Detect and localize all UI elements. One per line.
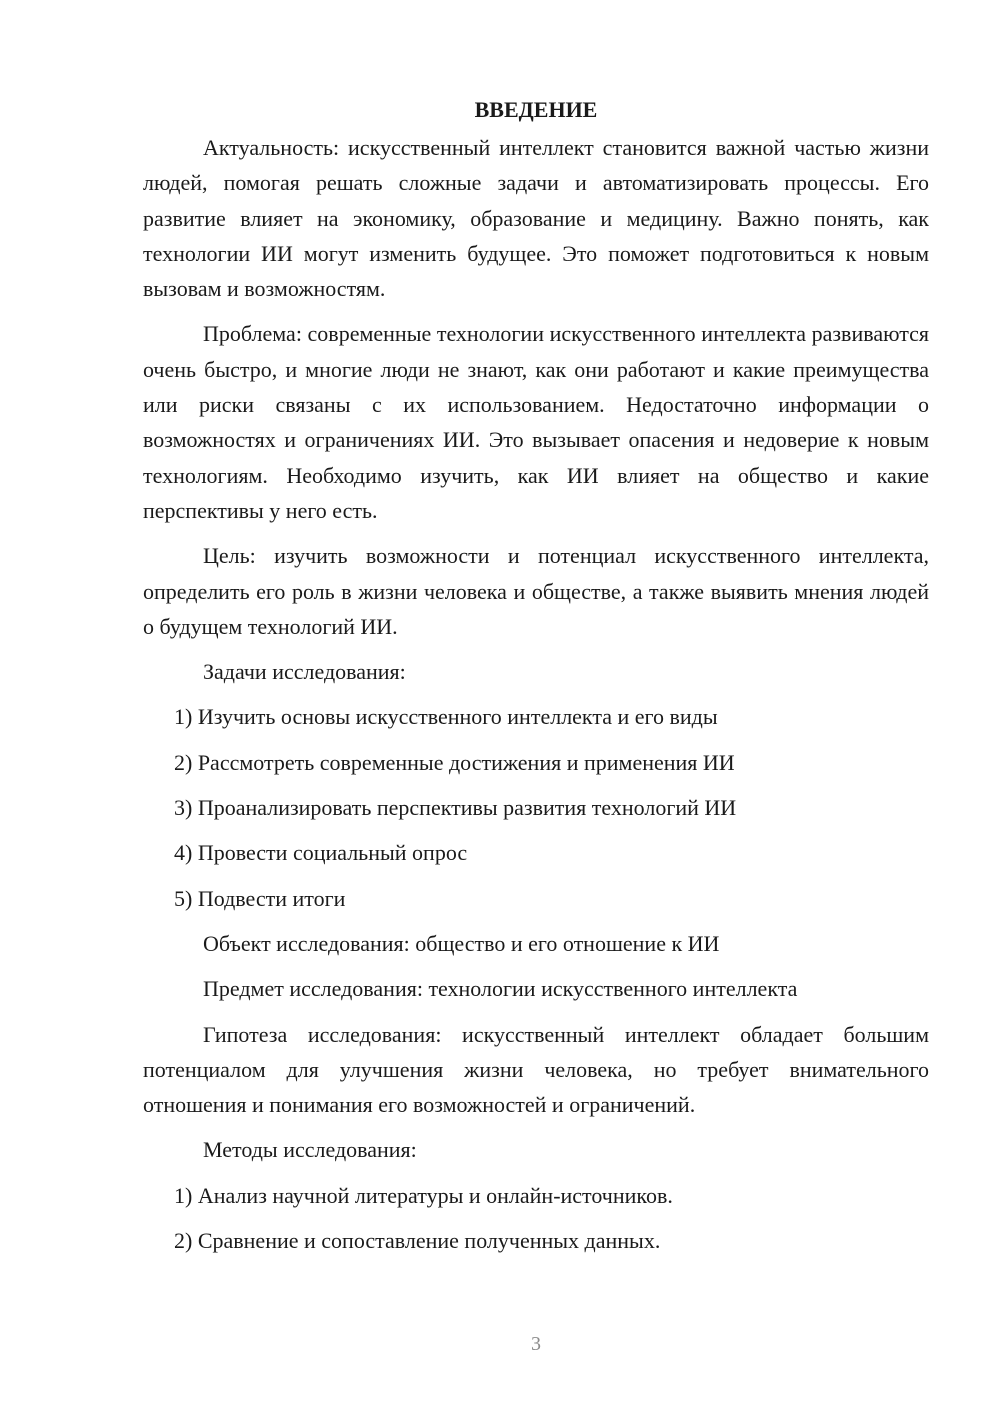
task-item-2: 2) Рассмотреть современные достижения и применения ИИ [174, 749, 735, 775]
method-item-1: 1) Анализ научной литературы и онлайн-источников. [174, 1182, 673, 1208]
hypothesis-paragraph: Гипотеза исследования: искусственный интеллект обладает большим потенциалом для улучшения жизни человека, но требует внимательного отношения и понимания его возможностей и ограничений. [143, 1021, 929, 1118]
problem-paragraph: Проблема: современные технологии искусственного интеллекта развиваются очень быстро, и многие люди не знают, как они работают и какие преимущества или риски связаны с их использованием. Недостаточно информации о возможностях и ограничениях ИИ. Это вызывает опасения и недоверие к новым технологиям. Необходимо изучить, как ИИ влияет на общество и какие перспективы у него есть. [143, 321, 929, 523]
research-object: Объект исследования: общество и его отношение к ИИ [203, 930, 720, 956]
task-item-5: 5) Подвести итоги [174, 885, 346, 911]
goal-paragraph: Цель: изучить возможности и потенциал искусственного интеллекта, определить его роль в жизни человека и обществе, а также выявить мнения людей о будущем технологий ИИ. [143, 543, 929, 639]
relevance-paragraph: Актуальность: искусственный интеллект становится важной частью жизни людей, помогая решать сложные задачи и автоматизировать процессы. Его развитие влияет на экономику, образование и медицину. Важно понять, как технологии ИИ могут изменить будущее. Это поможет подготовиться к новым вызовам и возможностям. [143, 135, 929, 302]
page-number: 3 [531, 1333, 541, 1355]
methods-title: Методы исследования: [203, 1137, 417, 1163]
section-heading: ВВЕДЕНИЕ [474, 97, 598, 122]
task-item-4: 4) Провести социальный опрос [174, 840, 468, 866]
task-item-1: 1) Изучить основы искусственного интеллекта и его виды [174, 704, 718, 730]
tasks-title: Задачи исследования: [203, 659, 406, 685]
research-subject: Предмет исследования: технологии искусственного интеллекта [203, 976, 798, 1002]
page-content [143, 92, 929, 1258]
method-item-2: 2) Сравнение и сопоставление полученных данных. [174, 1228, 661, 1254]
task-item-3: 3) Проанализировать перспективы развития технологий ИИ [174, 795, 737, 821]
